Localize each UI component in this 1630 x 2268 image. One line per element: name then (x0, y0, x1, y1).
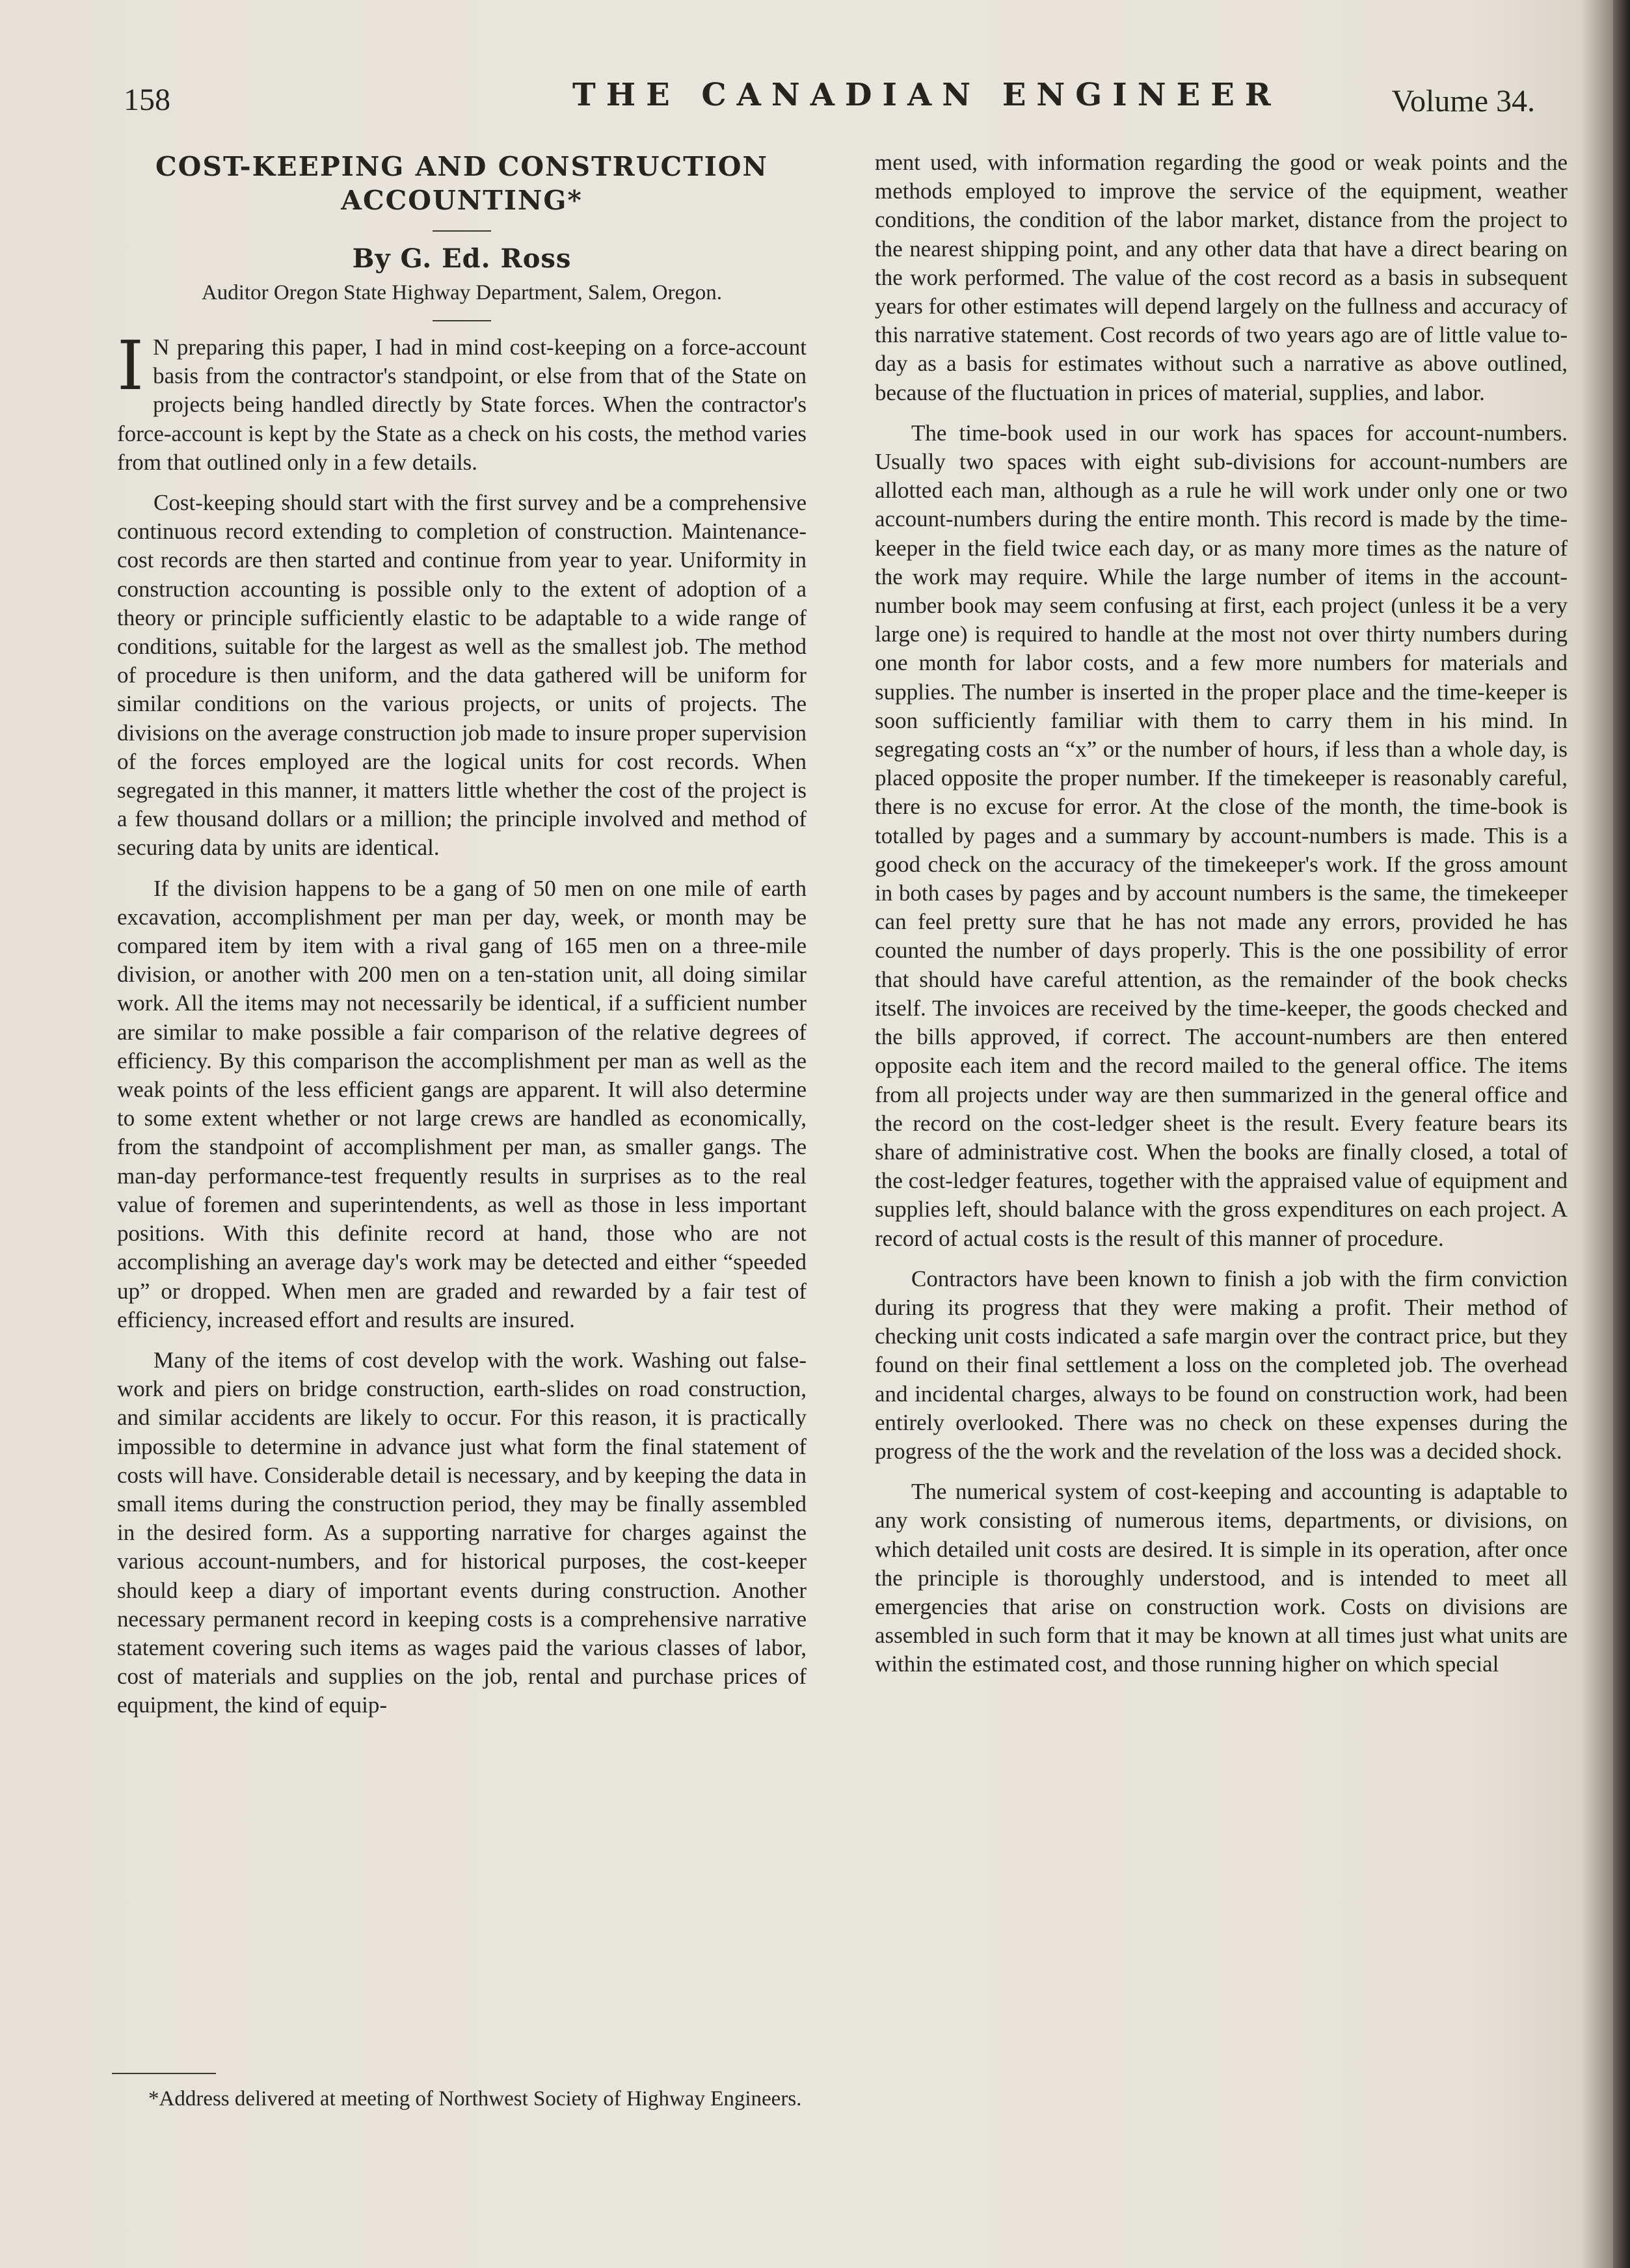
paragraph-text: N preparing this paper, I had in mind cost-keeping on a force-account basis from the contractor's standpoint, or else from that of the State on projects being handled directly by State forces. When the contractor's force-account is kept by the State as a check on his costs, the method varies from that outlined only in a few details. (117, 334, 807, 475)
footnote: *Address delivered at meeting of Northwest Society of Highway Engineers. (148, 2087, 802, 2111)
article-title (117, 150, 807, 217)
paragraph: ment used, with information regarding the good or weak points and the methods employed to improve the service of the equipment, weather conditions, the condition of the labor market, distance from the project to the nearest shipping point, and any other data that have a direct bearing on the work performed. The value of the cost record as a basis in subsequent years for other estimates will depend largely on the fullness and accuracy of this narrative statement. Cost records of two years ago are of little value to-day as a basis for estimates without such a narrative as above outlined, because of the fluctuation in prices of material, supplies, and labor. (875, 150, 1568, 405)
title-divider (433, 230, 491, 232)
journal-title: THE CANADIAN ENGINEER (572, 77, 1281, 113)
article-title-line-1: COST-KEEPING AND CONSTRUCTION (155, 151, 768, 182)
right-column (875, 148, 1568, 1679)
author-affiliation: Auditor Oregon State Highway Department, Salem, Oregon. (201, 281, 723, 304)
left-column (117, 148, 807, 1720)
paragraph: The numerical system of cost-keeping and accounting is adaptable to any work consisting of numerous items, departments, or divisions, on which detailed unit costs are desired. It is simple in its operation, after once the principle is thoroughly understood, and is intended to meet all emergencies that arise on construction work. Costs on divisions are assembled in such form that it may be known at all times just what units are within the estimated cost, and those running higher on which special (875, 1479, 1568, 1677)
paragraph: The time-book used in our work has spaces for account-numbers. Usually two spaces with eight sub-divisions for account-numbers are allotted each man, although as a rule he will work under only one or two account-numbers during the entire month. This record is made by the time-keeper in the field twice each day, or as many more times as the nature of the work may require. While the large number of items in the account-number book may seem confusing at first, each project (unless it be a very large one) is required to handle at the most not over thirty numbers during one month for labor costs, and a few more numbers for materials and supplies. The number is inserted in the proper place and the time-keeper is soon sufficiently familiar with them to carry them in his mind. In segregating costs an “x” or the number of hours, if less than a whole day, is placed opposite the proper number. If the timekeeper is reasonably careful, there is no excuse for error. At the close of the month, the time-book is totalled by pages and a summary by account-numbers is made. This is a good check on the accuracy of the timekeeper's work. If the gross amount in both cases by pages and by account numbers is the same, the timekeeper can feel pretty sure that he has not made any errors, provided he has counted the number of days properly. This is the one possibility of error that should have careful attention, as the remainder of the book checks itself. The invoices are received by the time-keeper, the goods checked and the bills approved, if correct. The account-numbers are then entered opposite each item and the record mailed to the general office. The items from all projects under way are then summarized in the general office and the record on the cost-ledger sheet is the result. Every feature bears its share of administrative cost. When the books are finally closed, a total of the cost-ledger features, together with the appraised value of equipment and supplies left, should balance with the gross expenditures on each project. A record of actual costs is the result of this manner of procedure. (875, 420, 1568, 1251)
article-title-line-2: ACCOUNTING* (341, 185, 583, 216)
author-byline: By G. Ed. Ross (352, 243, 572, 274)
paragraph: Many of the items of cost develop with the work. Washing out false-work and piers on bridge construction, earth-slides on road construction, and similar accidents are likely to occur. For this reason, it is practically impossible to determine in advance just what form the final statement of costs will have. Considerable detail is necessary, and by keeping the data in small items during the construction period, they may be finally assembled in the desired form. As a supporting narrative for charges against the various account-numbers, and for historical purposes, the cost-keeper should keep a diary of important events during construction. Another necessary permanent record in keeping costs is a comprehensive narrative statement covering such items as wages paid the various classes of labor, cost of materials and supplies on the job, rental and purchase prices of equipment, the kind of equip- (117, 1347, 807, 1718)
page-binding-edge (1613, 0, 1630, 2268)
footnote-divider (112, 2073, 216, 2074)
paragraph: Cost-keeping should start with the first survey and be a comprehensive continuous record extending to completion of construction. Maintenance-cost records are then started and continue from year to year. Uniformity in construction accounting is possible only to the extent of adoption of a theory or principle sufficiently elastic to be adaptable to a wide range of conditions, suitable for the largest as well as the smallest job. The method of procedure is then uniform, and the data gathered will be uniform for similar conditions on the various projects, or units of projects. The divisions on the average construction job made to insure proper supervision of the forces employed are the logical units for cost records. When segregated in this manner, it matters little whether the cost of the project is a few thousand dollars or a million; the principle involved and method of securing data by units are identical. (117, 490, 807, 861)
page-number: 158 (124, 83, 170, 117)
volume-label: Volume 34. (1391, 84, 1535, 118)
running-header (124, 73, 1535, 125)
drop-cap: I (117, 326, 144, 405)
paragraph (117, 326, 807, 477)
paragraph: If the division happens to be a gang of 50 men on one mile of earth excavation, accomplishment per man per day, week, or month may be compared item by item with a rival gang of 165 men on a three-mile division, or another with 200 men on a ten-station unit, all doing similar work. All the items may not necessarily be identical, if a sufficient number are similar to make possible a fair comparison of the relative degrees of efficiency. By this comparison the accomplishment per man as well as the weak points of the less efficient gangs are apparent. It will also determine to some extent whether or not large crews are handled as economically, from the standpoint of accomplishment per man, as smaller gangs. The man-day performance-test frequently results in surprises as to the real value of foremen and superintendents, as well as those in less important positions. With this definite record at hand, those who are not accomplishing an average day's work may be detected and either “speeded up” or dropped. When men are graded and rewarded by a fair test of efficiency, increased effort and results are insured. (117, 875, 807, 1332)
byline-divider (433, 320, 491, 321)
paragraph: Contractors have been known to finish a job with the firm conviction during its progress that they were making a profit. Their method of checking unit costs indicated a safe margin over the contract price, but they found on their final settlement a loss on the completed job. The overhead and incidental charges, always to be found on construction work, had been entirely overlooked. There was no check on these expenses during the progress of the the work and the revelation of the loss was a decided shock. (875, 1265, 1568, 1464)
